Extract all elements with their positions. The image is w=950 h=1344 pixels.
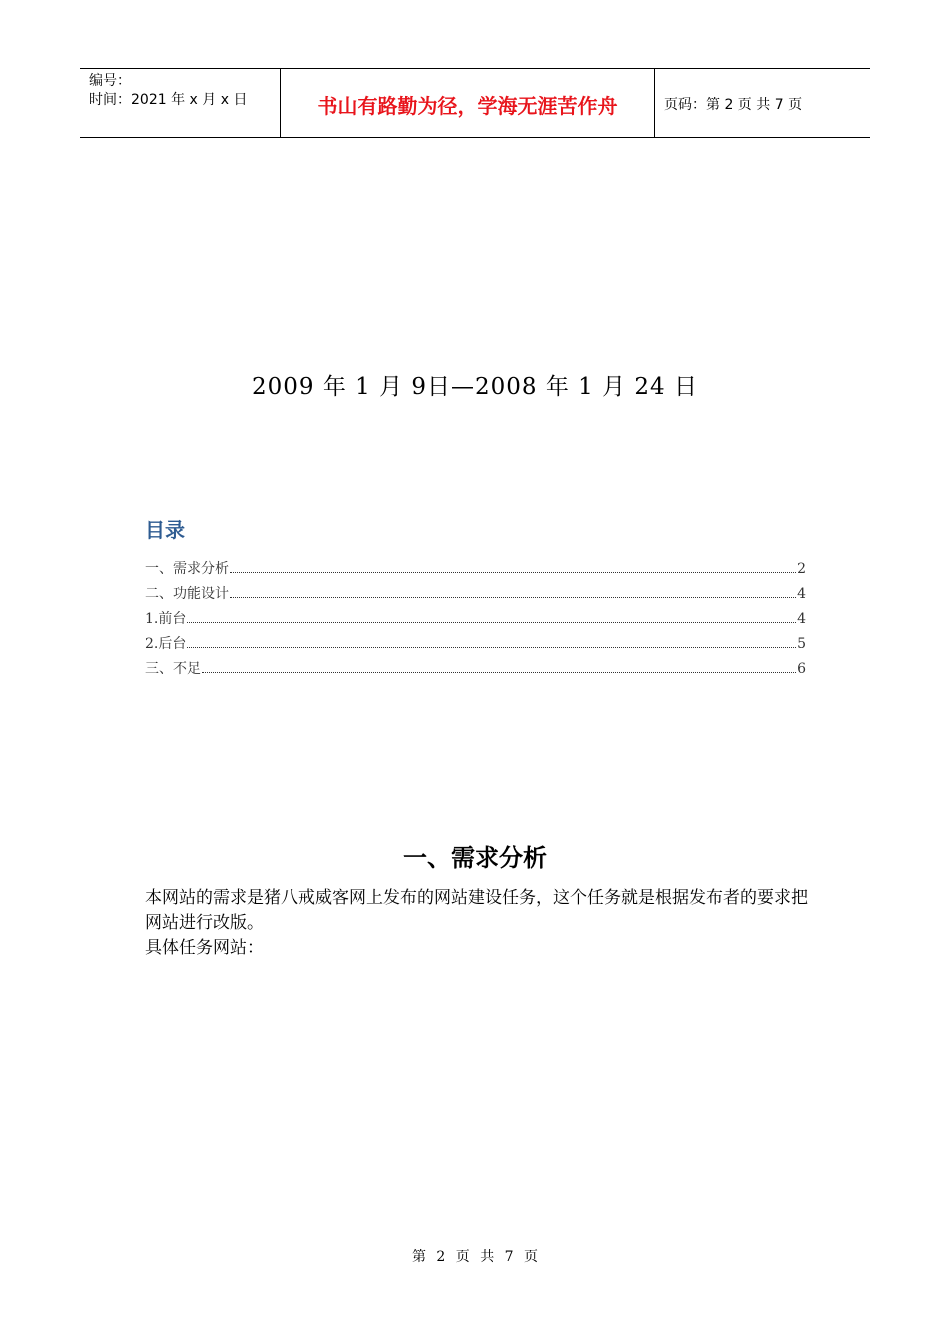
toc-item-page: 6 [797, 661, 806, 677]
toc-item-function-design[interactable] [145, 583, 806, 608]
header-meta [80, 69, 281, 137]
toc-item-frontend[interactable] [145, 608, 806, 633]
toc-item-requirements[interactable] [145, 558, 806, 583]
time-label: 时间：2021 年 x 月 x 日 [89, 92, 248, 108]
header-motto: 书山有路勤为径，学海无涯苦作舟 [281, 69, 655, 137]
toc-leader-dots [187, 608, 796, 623]
toc-item-label: 1.前台 [145, 611, 187, 627]
toc-item-page: 5 [797, 636, 806, 652]
toc-item-shortcomings[interactable] [145, 658, 806, 683]
toc-item-backend[interactable] [145, 633, 806, 658]
page-footer: 第 2 页 共 7 页 [411, 1249, 539, 1265]
toc-item-page: 4 [797, 611, 806, 627]
toc-title: 目录 [145, 518, 185, 542]
paragraph: 具体任务网站： [145, 938, 264, 958]
toc-leader-dots [202, 658, 796, 673]
section-title: 一、需求分析 [403, 844, 547, 872]
toc-item-label: 二、功能设计 [145, 586, 229, 602]
toc-item-label: 三、不足 [145, 661, 201, 677]
toc-item-page: 2 [797, 561, 806, 577]
date-range: 2009 年 1 月 9日—2008 年 1 月 24 日 [251, 374, 699, 400]
page-header [80, 68, 870, 138]
toc-item-page: 4 [797, 586, 806, 602]
toc-leader-dots [187, 633, 796, 648]
serial-number-label: 编号： [89, 73, 131, 89]
toc-leader-dots [230, 583, 796, 598]
paragraph: 本网站的需求是猪八戒威客网上发布的网站建设任务，这个任务就是根据发布者的要求把网站进行改版。 [145, 888, 808, 933]
toc-item-label: 2.后台 [145, 636, 187, 652]
toc-item-label: 一、需求分析 [145, 561, 229, 577]
section-body [145, 886, 810, 961]
toc-leader-dots [230, 558, 796, 573]
table-of-contents [145, 558, 806, 683]
header-page-info: 页码：第 2 页 共 7 页 [664, 97, 803, 113]
